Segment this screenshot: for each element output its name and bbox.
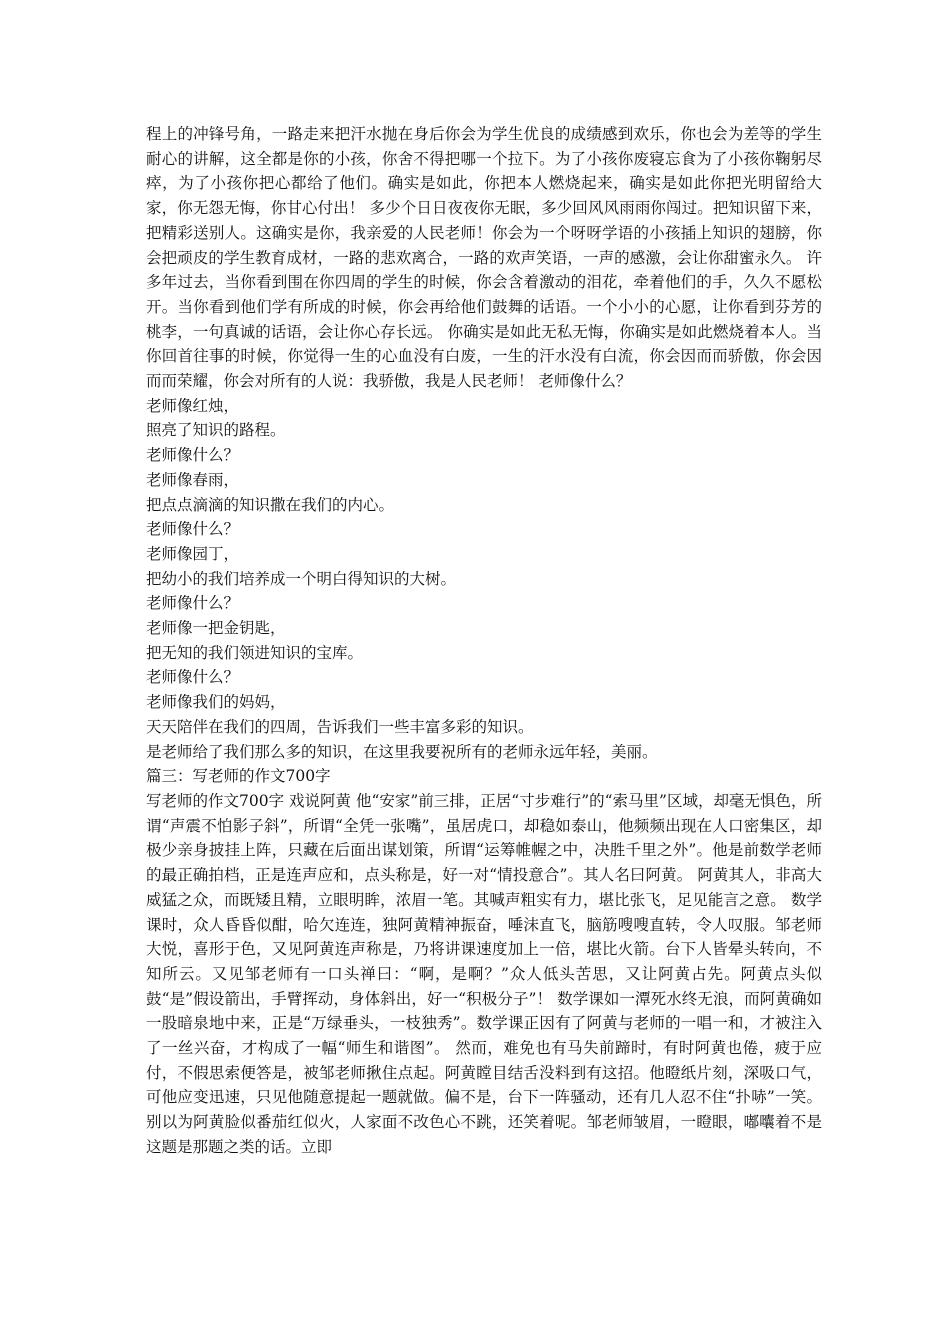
body-paragraph-2: 写老师的作文700字 戏说阿黄 他“安家”前三排，正居“寸步难行”的“索马里”区域，却毫无惧色，所谓“声震不怕影子斜”，所谓“全凭一张嘴”，虽居虎口，却稳如泰山，他频频出现在人口密集区，却极少亲身披挂上阵，只藏在后面出谋划策，所谓“运筹帷幄之中，决胜千里之外”。他是前数学老师的最正确拍档，正是连声应和，点头称是，好一对“情投意合”。其人名曰阿黄。 阿黄其人，非高大威猛之众，而既矮且精，立眼明眸，浓眉一笔。其喊声粗实有力，堪比张飞，足见能言之意。 数学课时，众人昏昏似酣，哈欠连连，独阿黄精神振奋，唾沫直飞，脑筋嗖嗖直转，令人叹服。邹老师大悦，喜形于色，又见阿黄连声称是，乃将讲课速度加上一倍，堪比火箭。台下人皆晕头转向，不知所云。又见邹老师有一口头禅曰：“啊，是啊？”众人低头苦思，又让阿黄占先。阿黄点头似鼓“是”假设箭出，手臂挥动，身体斜出，好一“积极分子”！ 数学课如一潭死水终无浪，而阿黄确如一股暗泉地中来，正是“万绿垂头，一枝独秀”。数学课正因有了阿黄与老师的一唱一和，才被注入了一丝兴奋，才构成了一幅“师生和谐图”。 然而，难免也有马失前蹄时，有时阿黄也倦，疲于应付，不假思索便答是，被邹老师揪住点起。阿黄瞠目结舌没料到有这招。他瞪纸片刻，深吸口气，可他应变迅速，只见他随意提起一题就做。偏不是，台下一阵骚动，还有几人忍不住“扑哧”一笑。别以为阿黄脸似番茄红似火，人家面不改色心不跳，还笑着呢。邹老师皱眉，一瞪眼，嘟囔着不是这题是那题之类的话。立即 [146, 791, 822, 1156]
section-heading: 篇三：写老师的作文700字 [146, 767, 331, 786]
text-line: 老师像园丁， [146, 544, 240, 563]
text-line: 老师像我们的妈妈， [146, 693, 286, 712]
document-page [146, 122, 822, 1160]
text-line: 老师像春雨， [146, 470, 240, 489]
text-line: 把点点滴滴的知识撒在我们的内心。 [146, 495, 395, 514]
text-line: 老师像什么？ [146, 594, 240, 613]
text-line: 老师像一把金钥匙， [146, 619, 286, 638]
text-line: 把无知的我们领进知识的宝库。 [146, 643, 364, 662]
text-line: 天天陪伴在我们的四周，告诉我们一些丰富多彩的知识。 [146, 717, 534, 736]
text-line: 照亮了知识的路程。 [146, 421, 286, 440]
text-line: 把幼小的我们培养成一个明白得知识的大树。 [146, 569, 457, 588]
text-line: 老师像红烛， [146, 396, 240, 415]
text-line: 老师像什么？ [146, 520, 240, 539]
text-line: 老师像什么？ [146, 446, 240, 465]
text-line: 是老师给了我们那么多的知识，在这里我要祝所有的老师永远年轻，美丽。 [146, 742, 658, 761]
text-line: 老师像什么？ [146, 668, 240, 687]
body-paragraph-1: 程上的冲锋号角，一路走来把汗水抛在身后你会为学生优良的成绩感到欢乐，你也会为差等的学生耐心的讲解，这全都是你的小孩，你舍不得把哪一个拉下。为了小孩你废寝忘食为了小孩你鞠躬尽瘁，为了小孩你把心都给了他们。确实是如此，你把本人燃烧起来，确实是如此你把光明留给大家，你无怨无悔，你甘心付出！ 多少个日日夜夜你无眠，多少回风风雨雨你闯过。把知识留下来，把精彩送别人。这确实是你，我亲爱的人民老师！你会为一个呀呀学语的小孩插上知识的翅膀，你会把顽皮的学生教育成材，一路的悲欢离合，一路的欢声笑语，一声的感激，会让你甜蜜永久。 许多年过去，当你看到围在你四周的学生的时候，你会含着激动的泪花，牵着他们的手，久久不愿松开。当你看到他们学有所成的时候，你会再给他们鼓舞的话语。一个小小的心愿，让你看到芬芳的桃李，一句真诚的话语，会让你心存长远。 你确实是如此无私无悔，你确实是如此燃烧着本人。当你回首往事的时候，你觉得一生的心血没有白废，一生的汗水没有白流，你会因而而骄傲，你会因而而荣耀，你会对所有的人说：我骄傲，我是人民老师！ 老师像什么？ [146, 125, 822, 391]
poem-lines [146, 394, 822, 789]
